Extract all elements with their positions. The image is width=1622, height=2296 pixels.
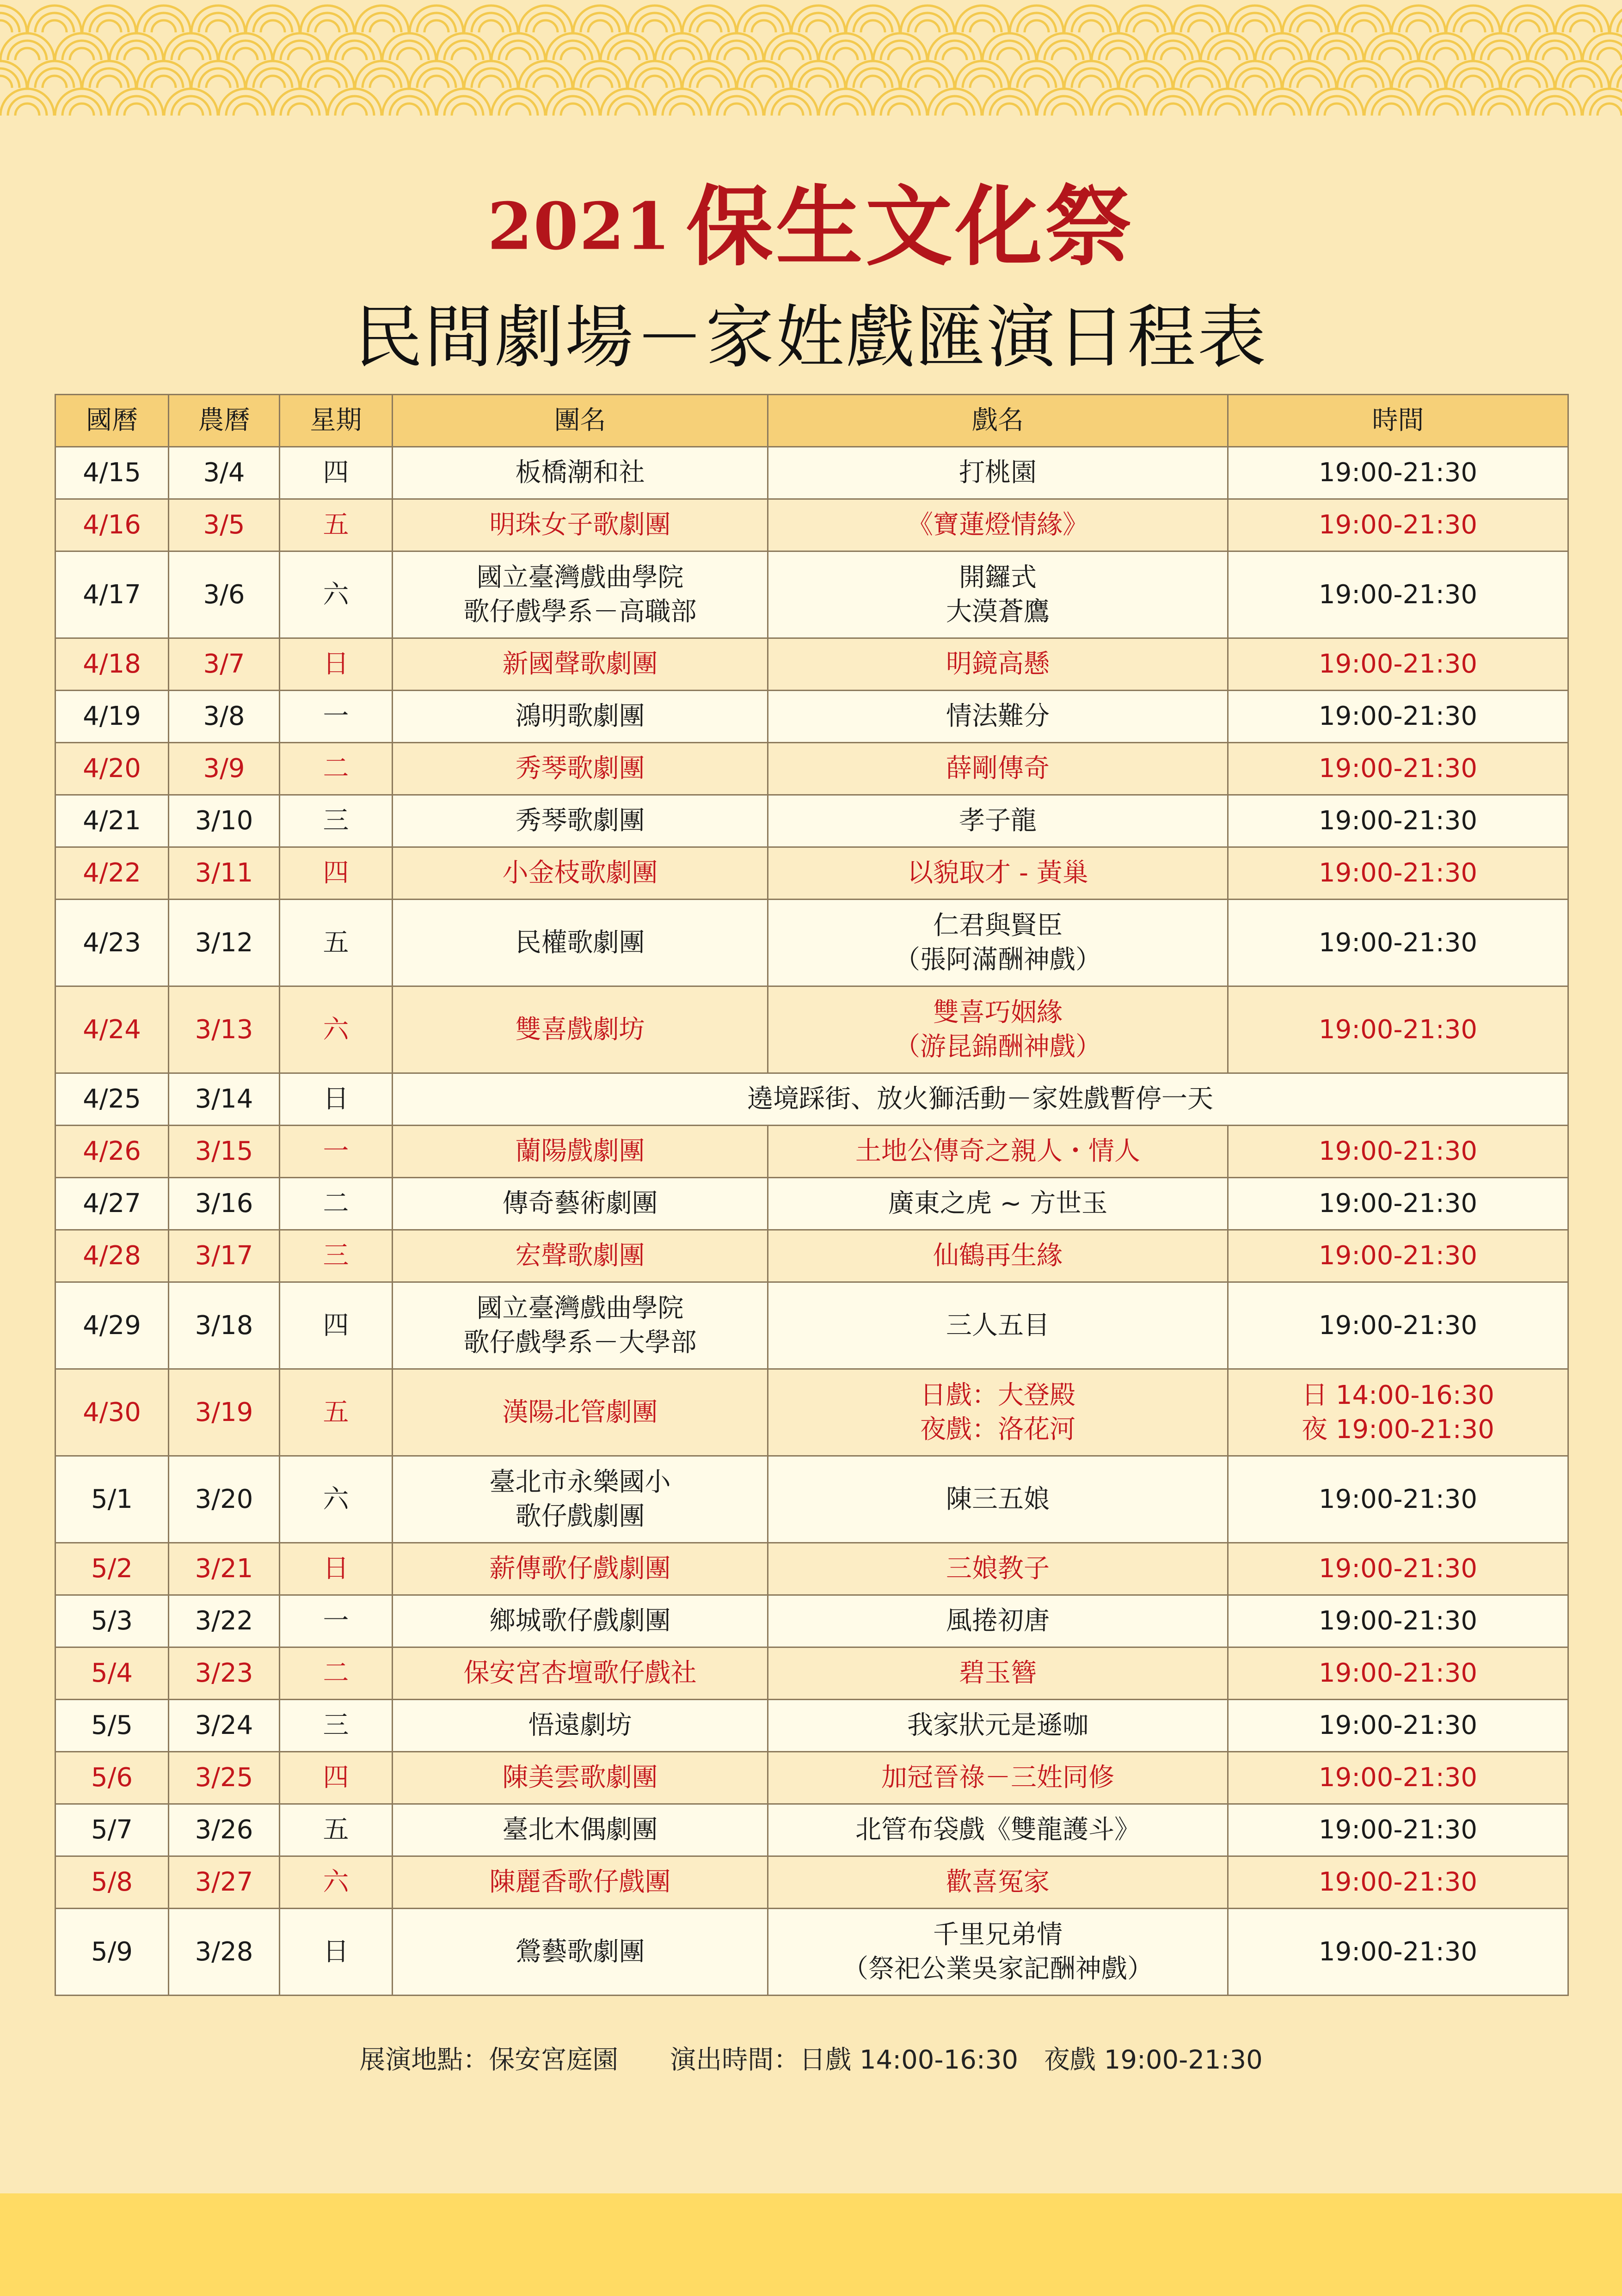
play-cell [768,900,1228,986]
table-row [55,1856,1568,1909]
weekday-cell: 日 [280,638,393,691]
lunar-date-cell: 3/26 [169,1804,280,1856]
footer-note [0,2035,1622,2086]
play-cell-line: 開鑼式 [959,562,1037,593]
play-cell [768,1456,1228,1543]
time-cell-line: 19:00-21:30 [1319,927,1477,958]
table-row [55,1700,1568,1752]
weekday-cell: 四 [280,1752,393,1804]
play-cell [768,1282,1228,1369]
weekday-cell: 日 [280,1073,393,1126]
table-row [55,1282,1568,1369]
weekday-cell: 五 [280,1804,393,1856]
lunar-date-cell: 3/15 [169,1126,280,1178]
troupe-cell-line: 國立臺灣戲曲學院 [476,1293,684,1323]
weekday-cell: 四 [280,847,393,900]
lunar-date-cell: 3/8 [169,691,280,743]
time-cell [1228,1178,1568,1230]
time-cell-line: 19:00-21:30 [1319,1815,1477,1845]
play-cell [768,743,1228,795]
solar-date-cell: 5/9 [55,1909,169,1996]
troupe-cell-line: 國立臺灣戲曲學院 [476,562,684,593]
time-cell-line: 19:00-21:30 [1319,1014,1477,1045]
weekday-cell: 一 [280,1595,393,1647]
header-lunar-date: 農曆 [169,395,280,447]
weekday-cell: 日 [280,1543,393,1595]
table-row [55,1804,1568,1856]
solar-date-cell: 5/6 [55,1752,169,1804]
table-row [55,1126,1568,1178]
troupe-cell [393,1804,768,1856]
time-cell [1228,1856,1568,1909]
troupe-cell-line: 鴻明歌劇團 [515,701,645,731]
time-cell [1228,1126,1568,1178]
play-cell-line: 打桃園 [959,458,1037,488]
solar-date-cell: 4/19 [55,691,169,743]
lunar-date-cell: 3/6 [169,551,280,638]
play-cell-line: 夜戲：洛花河 [920,1414,1075,1445]
troupe-cell-line: 漢陽北管劇團 [502,1397,658,1427]
troupe-cell-line: 板橋潮和社 [515,458,645,488]
lunar-date-cell: 3/28 [169,1909,280,1996]
table-row [55,1073,1568,1126]
weekday-cell: 六 [280,1456,393,1543]
play-cell-line: （祭祀公業吳家記酬神戲） [842,1953,1153,1984]
troupe-cell-line: 秀琴歌劇團 [515,806,645,836]
time-cell-line: 19:00-21:30 [1319,510,1477,540]
time-cell-line: 19:00-21:30 [1319,1188,1477,1218]
troupe-cell [393,900,768,986]
solar-date-cell: 4/22 [55,847,169,900]
solar-date-cell: 4/25 [55,1073,169,1126]
solar-date-cell: 5/5 [55,1700,169,1752]
weekday-cell: 五 [280,1369,393,1456]
solar-date-cell: 4/26 [55,1126,169,1178]
solar-date-cell: 4/24 [55,986,169,1073]
troupe-cell [393,1126,768,1178]
table-row [55,1595,1568,1647]
title-block [0,166,1622,384]
time-cell-line: 19:00-21:30 [1319,1136,1477,1166]
troupe-cell [393,1178,768,1230]
weekday-cell: 四 [280,447,393,499]
weekday-cell: 一 [280,1126,393,1178]
page-subtitle: 民間劇場－家姓戲匯演日程表 [354,298,1268,377]
time-cell [1228,1700,1568,1752]
play-cell-line: 明鏡高懸 [946,649,1050,679]
scale-wave-pattern [0,0,1622,134]
time-cell-line: 19:00-21:30 [1319,649,1477,679]
troupe-cell [393,1647,768,1700]
play-cell [768,1369,1228,1456]
play-cell-line: 風捲初唐 [946,1606,1050,1636]
time-cell [1228,1804,1568,1856]
lunar-date-cell: 3/13 [169,986,280,1073]
time-cell [1228,1543,1568,1595]
solar-date-cell: 4/23 [55,900,169,986]
troupe-cell-line: 歌仔戲劇團 [515,1501,645,1531]
weekday-cell: 二 [280,743,393,795]
time-cell [1228,691,1568,743]
table-row [55,986,1568,1073]
play-cell [768,847,1228,900]
troupe-cell [393,447,768,499]
troupe-cell-line: 鶯藝歌劇團 [515,1936,645,1967]
time-cell [1228,1595,1568,1647]
weekday-cell: 二 [280,1647,393,1700]
schedule-table [55,394,1567,1996]
troupe-cell-line: 陳美雲歌劇團 [502,1763,658,1793]
lunar-date-cell: 3/21 [169,1543,280,1595]
troupe-cell-line: 臺北木偶劇團 [502,1815,658,1845]
lunar-date-cell: 3/9 [169,743,280,795]
troupe-cell [393,1752,768,1804]
troupe-cell [393,1456,768,1543]
table-row [55,1543,1568,1595]
solar-date-cell: 5/3 [55,1595,169,1647]
table-row [55,1909,1568,1996]
lunar-date-cell: 3/20 [169,1456,280,1543]
troupe-cell-line: 傳奇藝術劇團 [502,1188,658,1218]
play-cell-line: 北管布袋戲《雙龍護斗》 [855,1815,1140,1845]
header-weekday: 星期 [280,395,393,447]
play-cell-line: 三人五目 [946,1310,1050,1341]
troupe-cell-line: 陳麗香歌仔戲團 [489,1867,671,1897]
play-cell [768,795,1228,847]
play-cell [768,691,1228,743]
weekday-cell: 三 [280,1700,393,1752]
suspension-notice-cell: 遶境踩街、放火獅活動－家姓戲暫停一天 [393,1073,1568,1126]
time-cell-line: 19:00-21:30 [1319,1710,1477,1740]
weekday-cell: 四 [280,1282,393,1369]
lunar-date-cell: 3/14 [169,1073,280,1126]
time-cell [1228,986,1568,1073]
lunar-date-cell: 3/23 [169,1647,280,1700]
play-cell-line: 雙喜巧姻緣 [933,997,1063,1028]
table-row [55,499,1568,551]
time-cell-line: 19:00-21:30 [1319,1310,1477,1341]
play-cell-line: 仁君與賢臣 [933,910,1063,941]
table-row [55,691,1568,743]
play-cell-line: 情法難分 [946,701,1050,731]
time-cell [1228,847,1568,900]
play-cell [768,1909,1228,1996]
time-cell-line: 19:00-21:30 [1319,1867,1477,1897]
troupe-cell-line: 鄉城歌仔戲劇團 [489,1606,671,1636]
troupe-cell [393,638,768,691]
troupe-cell [393,1700,768,1752]
troupe-cell [393,691,768,743]
lunar-date-cell: 3/19 [169,1369,280,1456]
title-main [0,166,1622,287]
table-row [55,638,1568,691]
time-cell-line: 19:00-21:30 [1319,858,1477,888]
time-cell-line: 19:00-21:30 [1319,1763,1477,1793]
solar-date-cell: 4/17 [55,551,169,638]
time-cell [1228,447,1568,499]
table-row [55,1647,1568,1700]
lunar-date-cell: 3/10 [169,795,280,847]
table-row [55,1230,1568,1282]
bottom-band [0,2193,1622,2296]
play-cell-line: 《寶蓮燈情緣》 [907,510,1088,540]
solar-date-cell: 4/18 [55,638,169,691]
title-year: 2021 [487,189,671,265]
header-solar-date: 國曆 [55,395,169,447]
play-cell-line: （張阿滿酬神戲） [894,944,1101,975]
time-cell [1228,499,1568,551]
lunar-date-cell: 3/22 [169,1595,280,1647]
footer-showtime: 演出時間：日戲 14:00-16:30 夜戲 19:00-21:30 [670,2045,1263,2075]
troupe-cell [393,1282,768,1369]
troupe-cell-line: 臺北市永樂國小 [489,1467,671,1497]
time-cell [1228,1230,1568,1282]
solar-date-cell: 4/27 [55,1178,169,1230]
table-row [55,847,1568,900]
troupe-cell [393,1909,768,1996]
table-row [55,1369,1568,1456]
solar-date-cell: 5/2 [55,1543,169,1595]
lunar-date-cell: 3/25 [169,1752,280,1804]
table-row [55,1752,1568,1804]
time-cell [1228,795,1568,847]
time-cell [1228,1456,1568,1543]
play-cell [768,1126,1228,1178]
play-cell [768,1752,1228,1804]
lunar-date-cell: 3/27 [169,1856,280,1909]
solar-date-cell: 4/16 [55,499,169,551]
troupe-cell [393,1230,768,1282]
troupe-cell [393,499,768,551]
troupe-cell [393,795,768,847]
troupe-cell [393,1543,768,1595]
weekday-cell: 六 [280,551,393,638]
play-cell [768,1856,1228,1909]
time-cell-line: 19:00-21:30 [1319,458,1477,488]
table-row [55,900,1568,986]
weekday-cell: 日 [280,1909,393,1996]
play-cell-line: 我家狀元是遜咖 [907,1710,1088,1740]
play-cell-line: 碧玉簪 [959,1658,1037,1688]
play-cell-line: 千里兄弟情 [933,1919,1063,1950]
header-play: 戲名 [768,395,1228,447]
troupe-cell-line: 歌仔戲學系－大學部 [463,1327,697,1358]
time-cell [1228,1909,1568,1996]
header-time: 時間 [1228,395,1568,447]
play-cell [768,499,1228,551]
play-cell [768,551,1228,638]
play-cell-line: 土地公傳奇之親人・情人 [855,1136,1140,1166]
weekday-cell: 五 [280,499,393,551]
time-cell-line: 19:00-21:30 [1319,701,1477,731]
table-row [55,795,1568,847]
lunar-date-cell: 3/17 [169,1230,280,1282]
troupe-cell-line: 明珠女子歌劇團 [489,510,671,540]
play-cell [768,1543,1228,1595]
troupe-cell-line: 新國聲歌劇團 [502,649,658,679]
time-cell-line: 19:00-21:30 [1319,753,1477,784]
troupe-cell-line: 民權歌劇團 [515,927,645,958]
troupe-cell [393,1369,768,1456]
weekday-cell: 一 [280,691,393,743]
play-cell-line: 大漠蒼鷹 [946,596,1050,627]
table-row [55,1456,1568,1543]
play-cell-line: 以貌取才 - 黃巢 [907,858,1088,888]
troupe-cell-line: 悟遠劇坊 [528,1710,632,1740]
troupe-cell-line: 蘭陽戲劇團 [515,1136,645,1166]
play-cell-line: （游昆錦酬神戲） [894,1031,1101,1062]
weekday-cell: 五 [280,900,393,986]
play-cell [768,1230,1228,1282]
troupe-cell-line: 小金枝歌劇團 [502,858,658,888]
time-cell-line: 夜 19:00-21:30 [1302,1414,1494,1445]
play-cell-line: 廣東之虎 ~ 方世玉 [888,1188,1108,1218]
time-cell-line: 19:00-21:30 [1319,1484,1477,1514]
time-cell [1228,743,1568,795]
solar-date-cell: 4/21 [55,795,169,847]
time-cell-line: 19:00-21:30 [1319,1658,1477,1688]
play-cell [768,1700,1228,1752]
troupe-cell-line: 保安宮杏壇歌仔戲社 [463,1658,697,1688]
play-cell [768,1178,1228,1230]
troupe-cell-line: 宏聲歌劇團 [515,1241,645,1271]
time-cell [1228,551,1568,638]
header-troupe: 團名 [393,395,768,447]
troupe-cell [393,743,768,795]
time-cell [1228,1282,1568,1369]
lunar-date-cell: 3/24 [169,1700,280,1752]
time-cell [1228,900,1568,986]
solar-date-cell: 5/7 [55,1804,169,1856]
play-cell-line: 仙鶴再生緣 [933,1241,1063,1271]
troupe-cell [393,1856,768,1909]
solar-date-cell: 4/29 [55,1282,169,1369]
play-cell-line: 三娘教子 [946,1554,1050,1584]
time-cell-line: 19:00-21:30 [1319,1606,1477,1636]
solar-date-cell: 5/1 [55,1456,169,1543]
play-cell-line: 陳三五娘 [946,1484,1050,1514]
weekday-cell: 二 [280,1178,393,1230]
time-cell-line: 19:00-21:30 [1319,1241,1477,1271]
lunar-date-cell: 3/5 [169,499,280,551]
play-cell-line: 薛剛傳奇 [946,753,1050,784]
weekday-cell: 三 [280,795,393,847]
play-cell [768,1647,1228,1700]
solar-date-cell: 4/30 [55,1369,169,1456]
weekday-cell: 六 [280,986,393,1073]
play-cell-line: 加冠晉祿－三姓同修 [881,1763,1114,1793]
time-cell [1228,1752,1568,1804]
footer-venue: 展演地點：保安宮庭園 [359,2045,619,2075]
lunar-date-cell: 3/16 [169,1178,280,1230]
table-row [55,1178,1568,1230]
time-cell [1228,1647,1568,1700]
play-cell [768,638,1228,691]
festival-name: 保生文化祭 [686,175,1135,278]
troupe-cell [393,986,768,1073]
time-cell [1228,638,1568,691]
solar-date-cell: 4/28 [55,1230,169,1282]
play-cell [768,986,1228,1073]
play-cell-line: 日戲：大登殿 [920,1380,1075,1410]
lunar-date-cell: 3/11 [169,847,280,900]
lunar-date-cell: 3/4 [169,447,280,499]
table-header-row [55,395,1568,447]
play-cell [768,1595,1228,1647]
solar-date-cell: 5/4 [55,1647,169,1700]
time-cell-line: 19:00-21:30 [1319,806,1477,836]
table-row [55,551,1568,638]
troupe-cell [393,1595,768,1647]
troupe-cell-line: 秀琴歌劇團 [515,753,645,784]
time-cell-line: 日 14:00-16:30 [1302,1380,1494,1410]
troupe-cell-line: 雙喜戲劇坊 [515,1014,645,1045]
troupe-cell [393,847,768,900]
solar-date-cell: 4/20 [55,743,169,795]
play-cell [768,447,1228,499]
time-cell-line: 19:00-21:30 [1319,579,1477,610]
solar-date-cell: 4/15 [55,447,169,499]
play-cell [768,1804,1228,1856]
table-row [55,743,1568,795]
lunar-date-cell: 3/7 [169,638,280,691]
lunar-date-cell: 3/12 [169,900,280,986]
table-row [55,447,1568,499]
solar-date-cell: 5/8 [55,1856,169,1909]
weekday-cell: 六 [280,1856,393,1909]
troupe-cell-line: 歌仔戲學系－高職部 [463,596,697,627]
weekday-cell: 三 [280,1230,393,1282]
time-cell [1228,1369,1568,1456]
lunar-date-cell: 3/18 [169,1282,280,1369]
time-cell-line: 19:00-21:30 [1319,1936,1477,1967]
time-cell-line: 19:00-21:30 [1319,1554,1477,1584]
troupe-cell [393,551,768,638]
play-cell-line: 孝子龍 [959,806,1037,836]
troupe-cell-line: 薪傳歌仔戲劇團 [489,1554,671,1584]
play-cell-line: 歡喜冤家 [946,1867,1050,1897]
